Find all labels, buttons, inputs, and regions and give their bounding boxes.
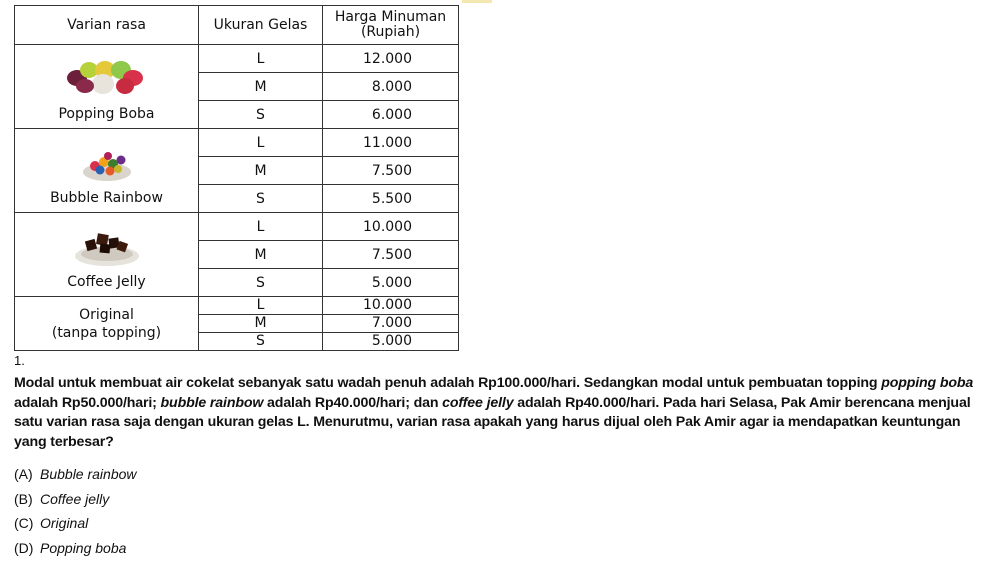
- table-header-row: [15, 6, 459, 45]
- option-letter: (A): [14, 466, 40, 482]
- popping-boba-image: [59, 58, 155, 100]
- header-variant: Varian rasa: [15, 6, 199, 45]
- price-cell: 10.000: [323, 297, 459, 315]
- question-part: adalah Rp50.000/hari;: [14, 395, 161, 411]
- header-price-line2: (Rupiah): [361, 24, 420, 40]
- option-letter: (C): [14, 515, 40, 531]
- variant-cell-original: [15, 297, 199, 351]
- question-emphasis: coffee jelly: [442, 395, 513, 411]
- price-table: [14, 5, 459, 351]
- size-cell: S: [199, 101, 323, 129]
- price-cell: 8.000: [323, 73, 459, 101]
- price-cell: 11.000: [323, 129, 459, 157]
- variant-subname: (tanpa topping): [52, 325, 161, 341]
- table-row: [15, 129, 459, 157]
- option-text: Coffee jelly: [40, 491, 109, 507]
- option-text: Popping boba: [40, 540, 126, 556]
- question-number: 1.: [14, 353, 25, 368]
- header-price-line1: Harga Minuman: [335, 9, 446, 25]
- size-cell: L: [199, 129, 323, 157]
- price-cell: 7.500: [323, 241, 459, 269]
- price-cell: 5.500: [323, 185, 459, 213]
- size-cell: L: [199, 297, 323, 315]
- table-row: [15, 213, 459, 241]
- table-row: [15, 297, 459, 315]
- option-b[interactable]: [14, 491, 137, 516]
- question-emphasis: popping boba: [881, 375, 973, 391]
- size-cell: S: [199, 269, 323, 297]
- size-cell: S: [199, 185, 323, 213]
- decorative-highlight: [462, 0, 492, 3]
- size-cell: S: [199, 333, 323, 351]
- price-cell: 7.000: [323, 315, 459, 333]
- header-size: Ukuran Gelas: [199, 6, 323, 45]
- size-cell: M: [199, 73, 323, 101]
- answer-options: [14, 466, 137, 564]
- option-a[interactable]: [14, 466, 137, 491]
- option-d[interactable]: [14, 540, 137, 564]
- price-cell: 5.000: [323, 269, 459, 297]
- question-text: [14, 374, 994, 452]
- question-part: Modal untuk membuat air cokelat sebanyak satu wadah penuh adalah Rp100.000/hari. Sedangkan modal untuk pembuatan topping: [14, 375, 881, 391]
- option-letter: (D): [14, 540, 40, 556]
- option-letter: (B): [14, 491, 40, 507]
- price-cell: 5.000: [323, 333, 459, 351]
- variant-cell-coffee-jelly: [15, 213, 199, 297]
- variant-cell-bubble-rainbow: [15, 129, 199, 213]
- variant-name: Bubble Rainbow: [15, 190, 198, 212]
- question-part: adalah Rp40.000/hari. Pada hari Selasa, Pak Amir berencana menjual satu varian rasa saja dengan ukuran gelas L. Menurutmu, varian rasa apakah yang harus dijual oleh Pak Amir agar ia mendapatkan keuntungan yang terbesar?: [14, 395, 970, 450]
- question-emphasis: bubble rainbow: [161, 395, 264, 411]
- size-cell: M: [199, 157, 323, 185]
- price-cell: 10.000: [323, 213, 459, 241]
- price-cell: 6.000: [323, 101, 459, 129]
- variant-cell-popping-boba: [15, 45, 199, 129]
- size-cell: M: [199, 315, 323, 333]
- question-part: adalah Rp40.000/hari; dan: [263, 395, 442, 411]
- variant-name: Coffee Jelly: [15, 274, 198, 296]
- size-cell: L: [199, 45, 323, 73]
- price-cell: 12.000: [323, 45, 459, 73]
- bubble-rainbow-image: [77, 146, 137, 184]
- option-c[interactable]: [14, 515, 137, 540]
- table-row: [15, 45, 459, 73]
- option-text: Bubble rainbow: [40, 466, 137, 482]
- variant-name: Original: [79, 307, 134, 323]
- option-text: Original: [40, 515, 88, 531]
- price-cell: 7.500: [323, 157, 459, 185]
- variant-name: Popping Boba: [15, 106, 198, 128]
- size-cell: L: [199, 213, 323, 241]
- coffee-jelly-image: [72, 226, 142, 268]
- size-cell: M: [199, 241, 323, 269]
- header-price: [323, 6, 459, 45]
